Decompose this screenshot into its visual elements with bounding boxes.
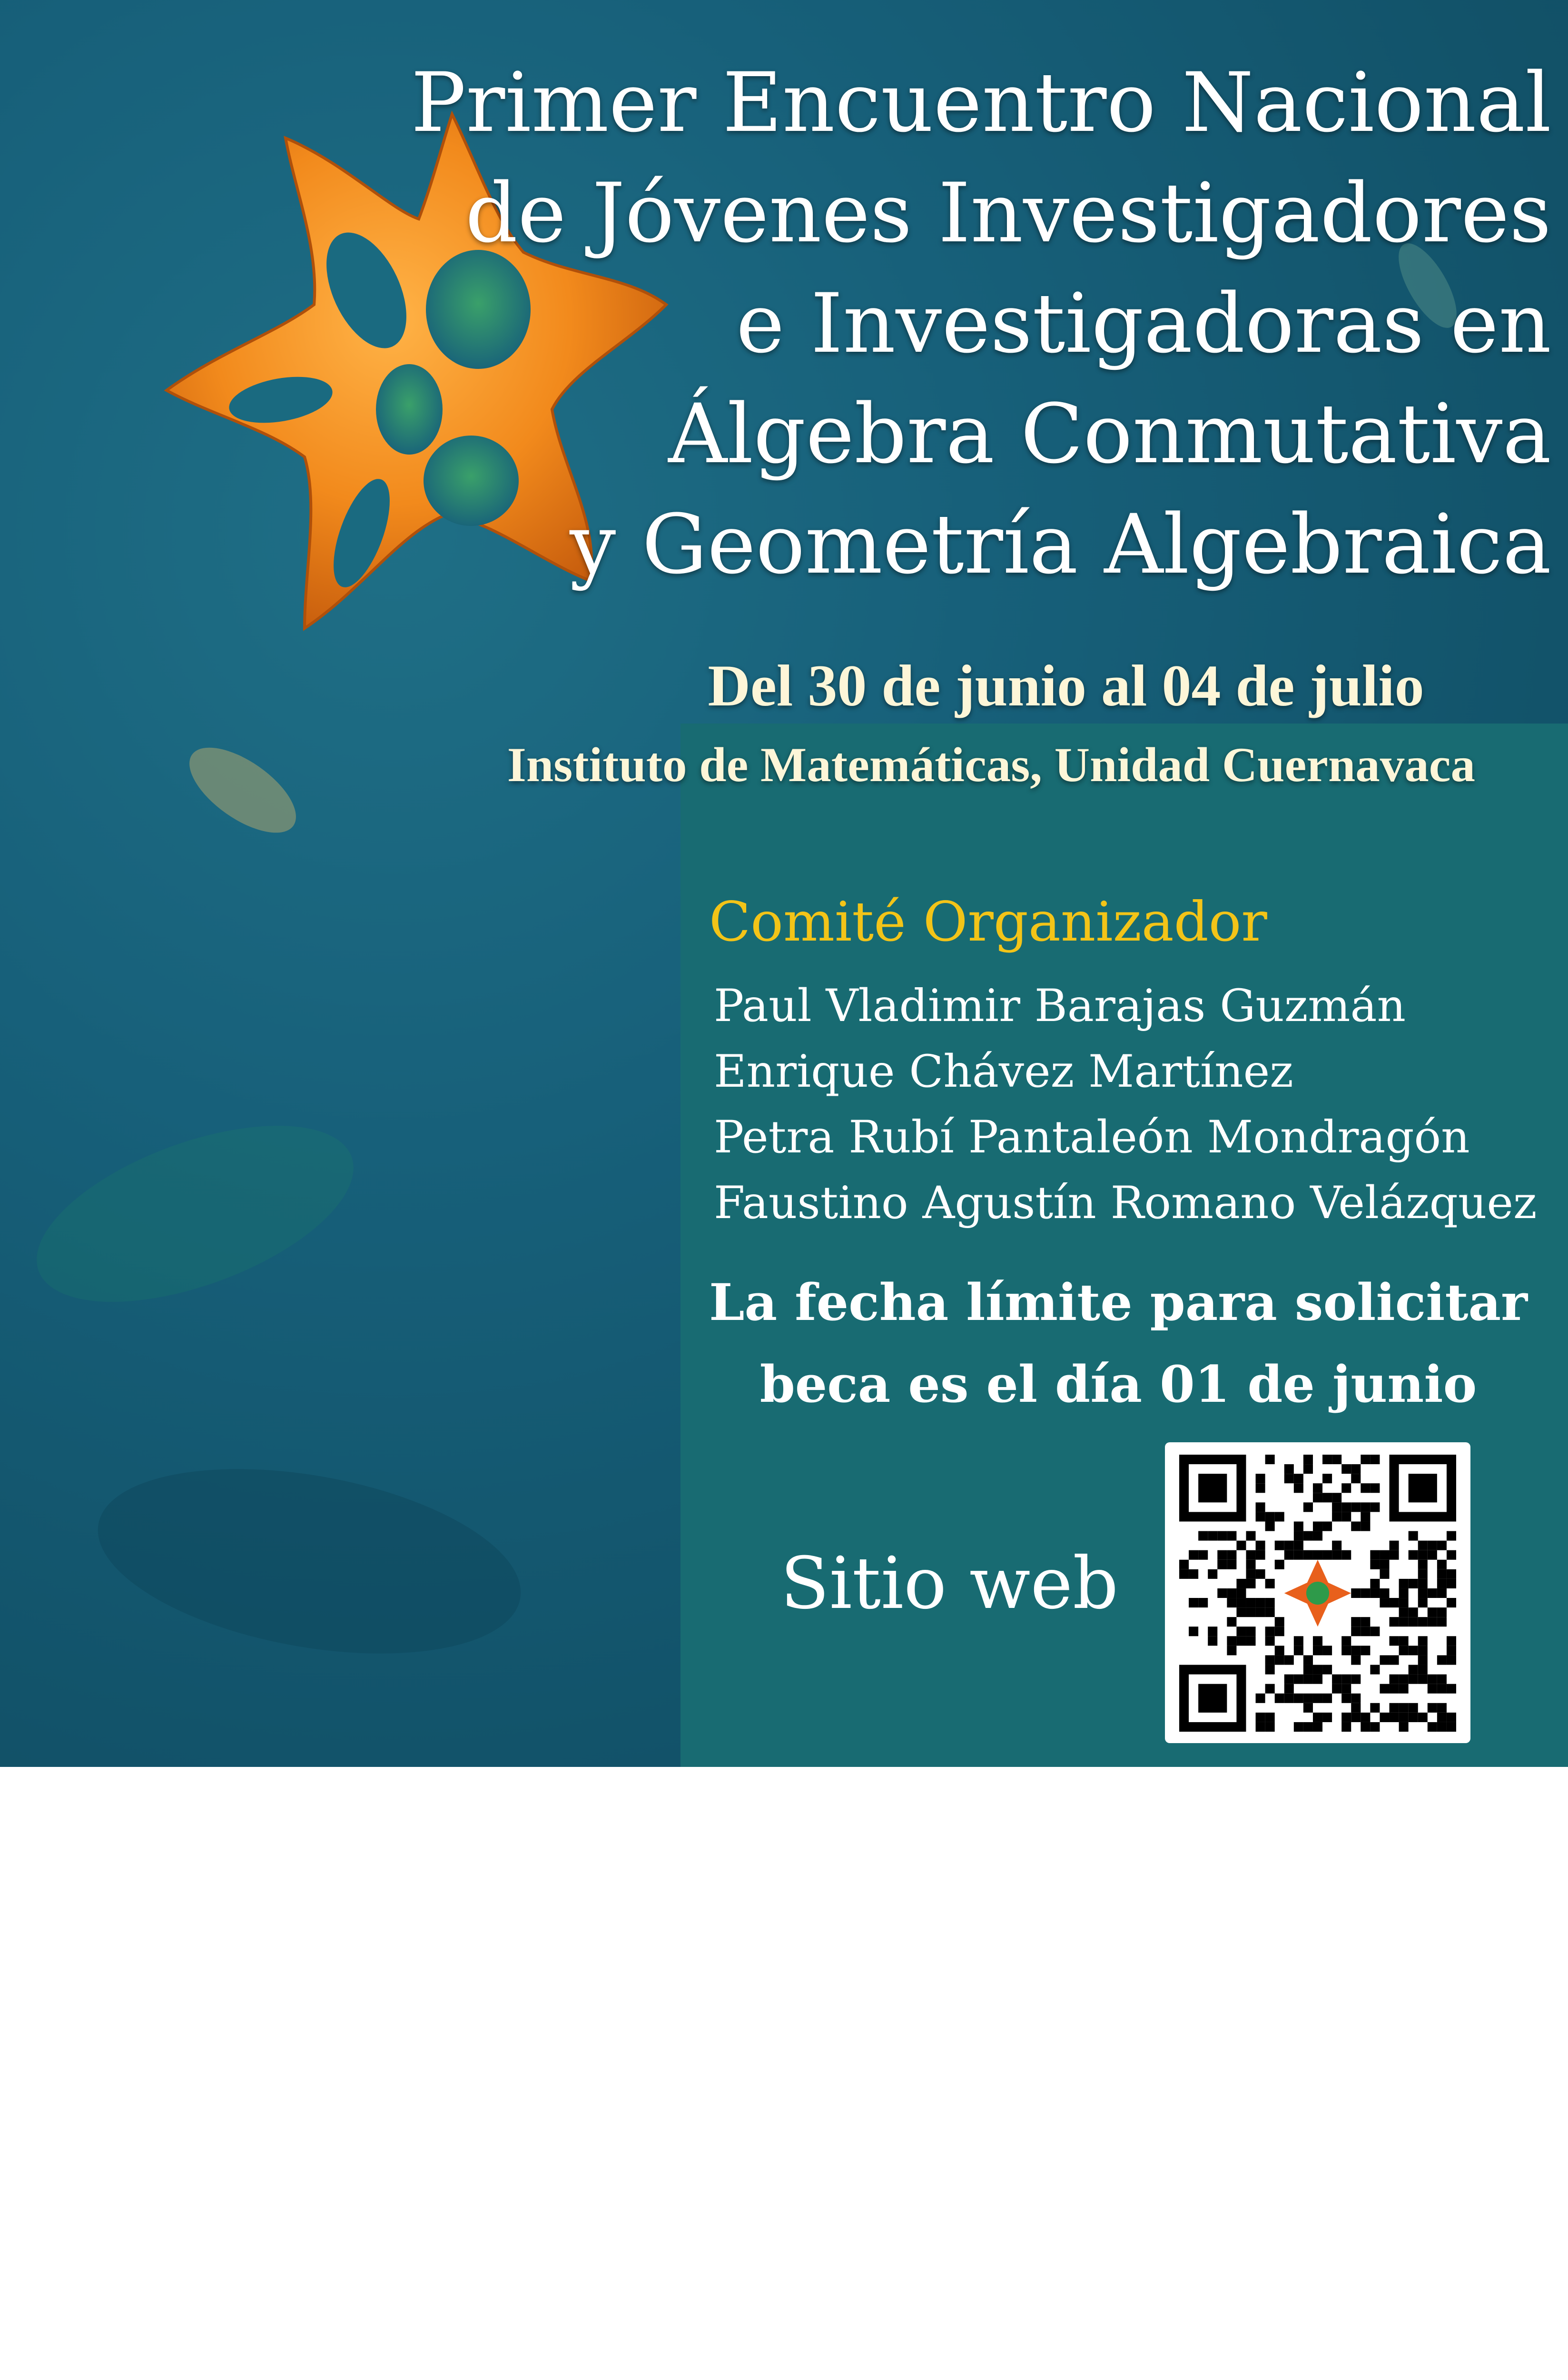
website-qr-code[interactable] [1165,1442,1470,1743]
texture-streak [176,731,310,849]
scholarship-deadline [685,1261,1551,1425]
deadline-line: La fecha límite para solicitar [709,1272,1528,1332]
deadline-line: beca es el día 01 de junio [759,1354,1477,1414]
committee-member: Petra Rubí Pantaleón Mondragón [714,1111,1470,1163]
footer-logos [0,1767,1568,2016]
committee-member: Enrique Chávez Martínez [714,1046,1293,1098]
texture-streak [84,1440,535,1683]
committee-members [714,973,1537,1236]
title-line: de Jóvenes Investigadores [465,165,1551,261]
website-label: Sitio web [780,1542,1119,1625]
event-dates: Del 30 de junio al 04 de julio [708,653,1424,718]
title-line: e Investigadoras en [736,276,1551,371]
title-line: Álgebra Conmutativa [668,386,1551,482]
committee-heading: Comité Organizador [709,890,1267,953]
event-venue: Instituto de Matemáticas, Unidad Cuernavaca [507,738,1475,792]
committee-member: Paul Vladimir Barajas Guzmán [714,980,1406,1032]
texture-streak [14,1090,376,1338]
event-title [362,48,1551,600]
title-line: Primer Encuentro Nacional [411,55,1551,150]
qr-code-icon [1179,1455,1456,1732]
title-line: y Geometría Algebraica [570,496,1551,592]
committee-member: Faustino Agustín Romano Velázquez [714,1177,1537,1229]
